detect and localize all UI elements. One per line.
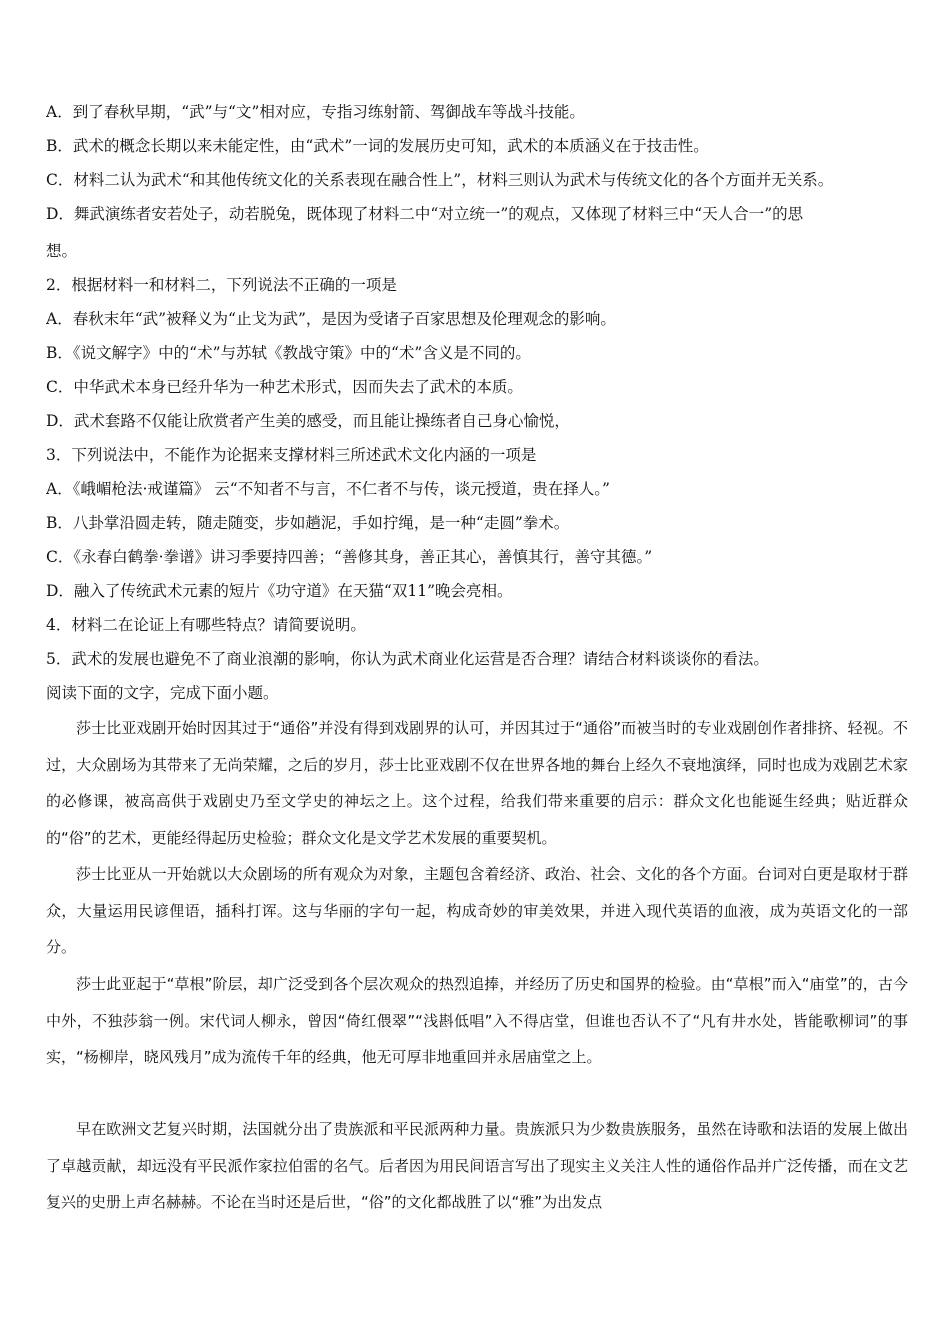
passage-paragraph: 早在欧洲文艺复兴时期，法国就分出了贵族派和平民派两种力量。贵族派只为少数贵族服务，虽然在诗歌和法语的发展上做出了卓越贡献，却远没有平民派作家拉伯雷的名气。后者因为用民间语言写出了现实主义关注人性的通俗作品并广泛传播，而在文艺复兴的史册上声名赫赫。不论在当时还是后世，“俗”的文化都战胜了以“雅”为出发点	[46, 1120, 908, 1212]
option-line-continued: 想。	[46, 242, 78, 260]
passage-paragraph: 莎士比亚从一开始就以大众剧场的所有观众为对象，主题包含着经济、政治、社会、文化的各个方面。台词对白更是取材于群众，大量运用民谚俚语，插科打诨。这与华丽的字句一起，构成奇妙的审美效果，并进入现代英语的血液，成为英语文化的一部分。	[46, 865, 908, 957]
passage-paragraph: 莎士比亚戏剧开始时因其过于“通俗”并没有得到戏剧界的认可，并因其过于“通俗”而被当时的专业戏剧创作者排挤、轻视。不过，大众剧场为其带来了无尚荣耀，之后的岁月，莎士比亚戏剧不仅在世界各地的舞台上经久不衰地演绎，同时也成为戏剧艺术家的必修课，被高高供于戏剧史乃至文学史的神坛之上。这个过程，给我们带来重要的启示：群众文化也能诞生经典；贴近群众的“俗”的艺术，更能经得起历史检验；群众文化是文学艺术发展的重要契机。	[46, 719, 908, 847]
option-line: B．《说文解字》中的“术”与苏轼《教战守策》中的“术”含义是不同的。	[46, 344, 531, 362]
option-line: A．《峨嵋枪法·戒谨篇》 云“不知者不与言，不仁者不与传，谈元授道，贵在择人。”	[46, 480, 610, 498]
option-line: D．舞武演练者安若处子，动若脱兔，既体现了材料二中“对立统一”的观点，又体现了材料三中“天人合一”的思	[46, 205, 804, 223]
option-line: C．材料二认为武术“和其他传统文化的关系表现在融合性上”，材料三则认为武术与传统文化的各个方面并无关系。	[46, 171, 834, 189]
question-line: 3．下列说法中，不能作为论据来支撑材料三所述武术文化内涵的一项是	[46, 446, 537, 464]
instruction-line: 阅读下面的文字，完成下面小题。	[46, 684, 279, 702]
option-line: D．融入了传统武术元素的短片《功守道》在天猫“双11”晚会亮相。	[46, 582, 513, 600]
option-line: A．到了春秋早期，“武”与“文”相对应，专指习练射箭、驾御战车等战斗技能。	[46, 103, 585, 121]
question-line: 5．武术的发展也避免不了商业浪潮的影响，你认为武术商业化运营是否合理？请结合材料谈谈你的看法。	[46, 650, 769, 668]
option-line: D．武术套路不仅能让欣赏者产生美的感受，而且能让操练者自己身心愉悦，	[46, 412, 570, 430]
option-line: C．《永春白鹤拳·拳谱》讲习季要持四善；“善修其身，善正其心，善慎其行，善守其德。”	[46, 548, 653, 566]
passage-paragraph: 莎士此亚起于“草根”阶层，却广泛受到各个层次观众的热烈追捧，并经历了历史和国界的检验。由“草根”而入“庙堂”的，古今中外，不独莎翁一例。宋代词人柳永，曾因“倚红偎翠”“浅斟低唱”入不得店堂，但谁也否认不了“凡有井水处，皆能歌柳词”的事实，“杨柳岸，晓风残月”成为流传千年的经典，他无可厚非地重回并永居庙堂之上。	[46, 975, 908, 1067]
option-line: B．武术的概念长期以来未能定性，由“武术”一词的发展历史可知，武术的本质涵义在于技击性。	[46, 137, 709, 155]
option-line: A．春秋末年“武”被释义为“止戈为武”，是因为受诸子百家思想及伦理观念的影响。	[46, 310, 616, 328]
option-line: C．中华武术本身已经升华为一种艺术形式，因而失去了武术的本质。	[46, 378, 523, 396]
question-line: 2．根据材料一和材料二，下列说法不正确的一项是	[46, 276, 397, 294]
option-line: B．八卦掌沿圆走转，随走随变，步如趟泥，手如拧绳，是一种“走圆”拳术。	[46, 514, 570, 532]
question-line: 4．材料二在论证上有哪些特点？请简要说明。	[46, 616, 366, 634]
